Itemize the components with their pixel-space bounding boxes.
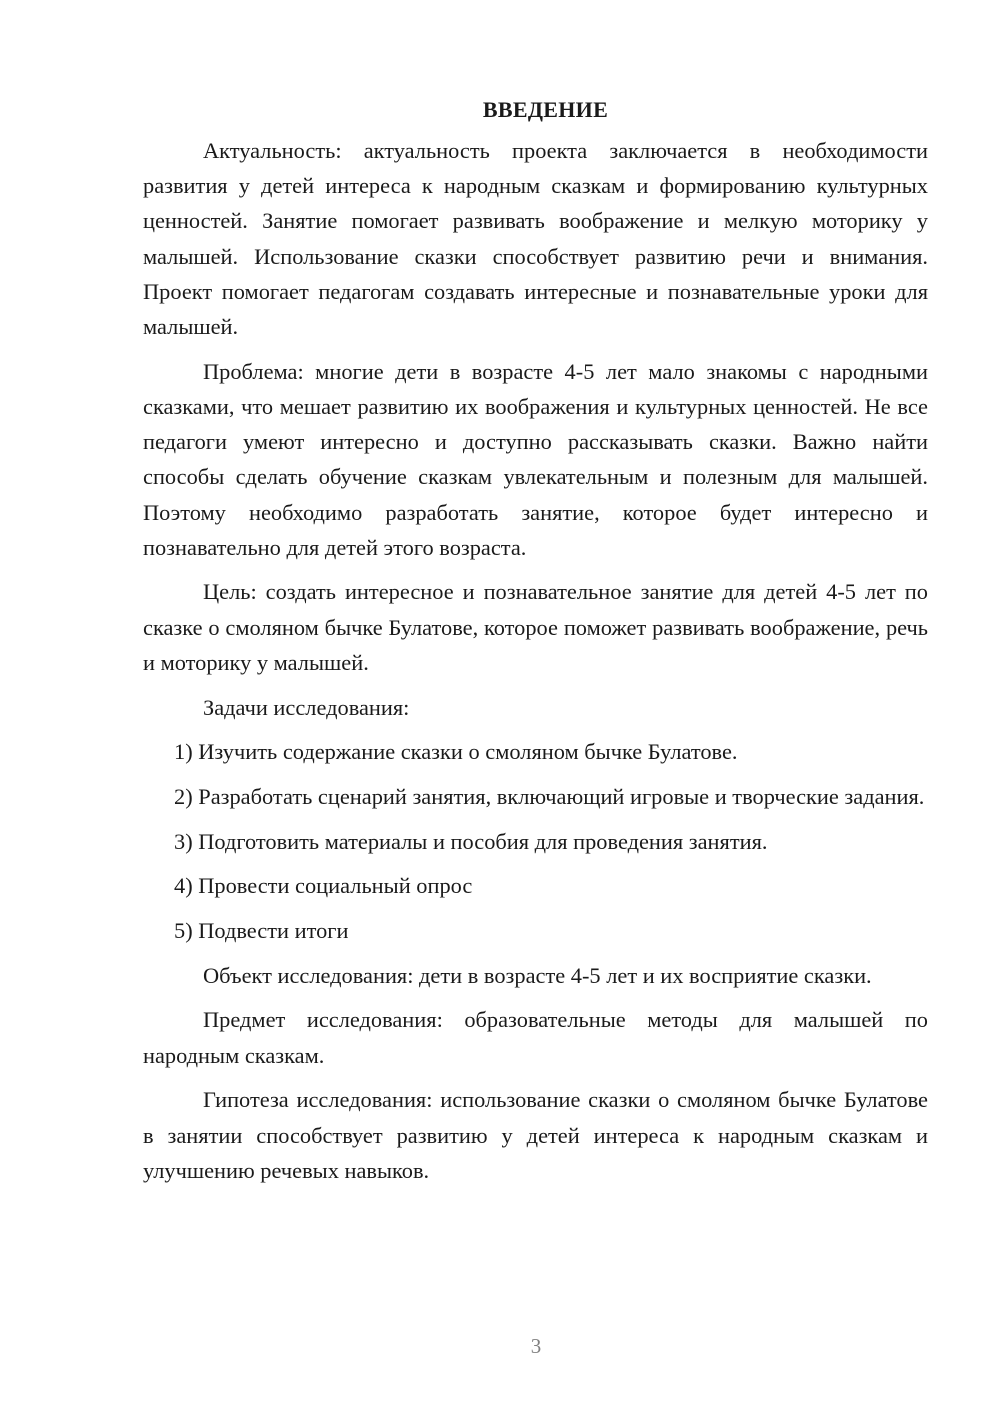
hypothesis-paragraph: Гипотеза исследования: использование сказки о смоляном бычке Булатове в занятии способствует развитию у детей интереса к народным сказкам и улучшению речевых навыков. [143, 1087, 928, 1183]
document-page [143, 92, 928, 1197]
relevance-paragraph: Актуальность: актуальность проекта заключается в необходимости развития у детей интереса к народным сказкам и формированию культурных ценностей. Занятие помогает развивать воображение и мелкую моторику у малышей. Использование сказки способствует развитию речи и внимания. Проект помогает педагогам создавать интересные и познавательные уроки для малышей. [143, 138, 928, 340]
task-item: 1) Изучить содержание сказки о смоляном бычке Булатове. [174, 739, 738, 765]
task-item: 5) Подвести итоги [174, 918, 349, 944]
subject-paragraph: Предмет исследования: образовательные методы для малышей по народным сказкам. [143, 1007, 928, 1068]
task-item: 3) Подготовить материалы и пособия для проведения занятия. [174, 828, 768, 854]
page-number: 3 [530, 1334, 542, 1358]
problem-paragraph: Проблема: многие дети в возрасте 4-5 лет мало знакомы с народными сказками, что мешает развитию их воображения и культурных ценностей. Не все педагоги умеют интересно и доступно рассказывать сказки. Важно найти способы сделать обучение сказкам увлекательным и полезным для малышей. Поэтому необходимо разработать занятие, которое будет интересно и познавательно для детей этого возраста. [143, 358, 928, 560]
goal-paragraph: Цель: создать интересное и познавательное занятие для детей 4-5 лет по сказке о смоляном бычке Булатове, которое поможет развивать воображение, речь и моторику у малышей. [143, 579, 928, 675]
tasks-heading: Задачи исследования: [203, 694, 410, 720]
task-item: 4) Провести социальный опрос [174, 873, 473, 899]
page-title: ВВЕДЕНИЕ [482, 97, 609, 122]
task-item: 2) Разработать сценарий занятия, включающий игровые и творческие задания. [174, 783, 925, 809]
object-paragraph: Объект исследования: дети в возрасте 4-5 лет и их восприятие сказки. [203, 962, 872, 988]
